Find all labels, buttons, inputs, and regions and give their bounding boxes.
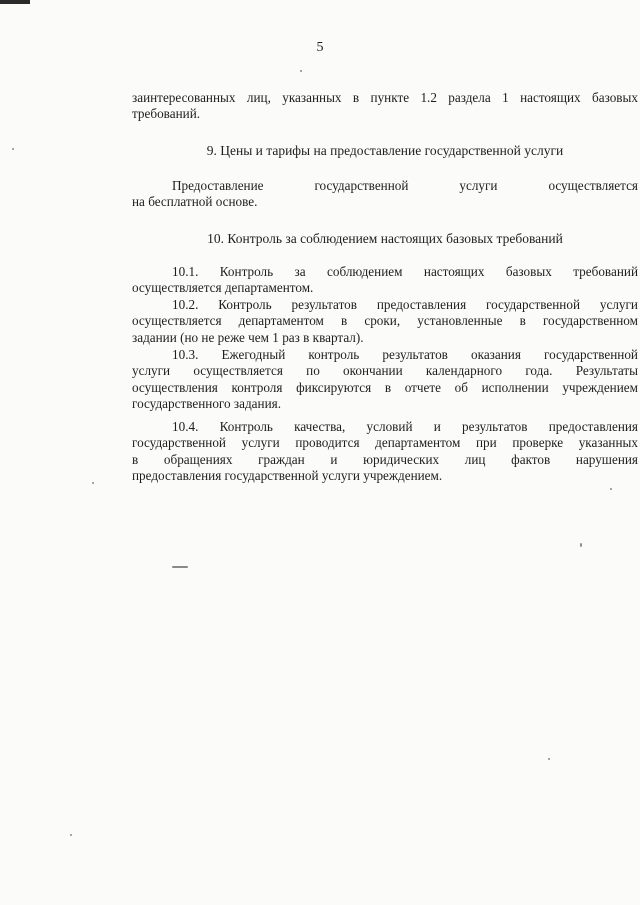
p1-line-1: 10.1. Контроль за соблюдением настоящих базовых требований [172,264,638,279]
section-10-paragraph-1 [132,264,638,297]
section-10-paragraph-2 [132,297,638,346]
p4-line-3: в обращениях граждан и юридических лиц фактов нарушения [132,451,638,467]
intro-paragraph [132,90,638,123]
intro-line-2: требований. [132,106,201,122]
section-9-paragraph [132,178,638,211]
p3-line-3: осуществления контроля фиксируются в отчете об исполнении учреждением [132,379,638,395]
intro-line-1: заинтересованных лиц, указанных в пункте 1.2 раздела 1 настоящих базовых [132,90,638,105]
section-9-line-1: Предоставление государственной услуги осуществляется [172,178,638,193]
p2-line-2: осуществляется департаментом в сроки, установленные в государственном [132,313,638,329]
p3-line-2: услуги осуществляется по окончании календарного года. Результаты [132,363,638,379]
scan-speck [12,148,14,150]
p4-line-4: предоставления государственной услуги учреждением. [132,468,443,484]
p2-line-1: 10.2. Контроль результатов предоставления государственной услуги [172,297,638,312]
section-10-paragraph-4 [132,419,638,485]
scan-speck [172,566,188,568]
scan-speck [70,834,72,836]
section-9-heading: 9. Цены и тарифы на предоставление государственной услуги [206,143,564,158]
section-9-line-2: на бесплатной основе. [132,194,258,210]
scan-speck [92,482,94,484]
section-10-paragraph-3 [132,347,638,413]
page-number: 5 [316,40,324,55]
p2-line-3: задании (но не реже чем 1 раз в квартал). [132,329,364,345]
scan-speck [548,758,550,760]
p1-line-2: осуществляется департаментом. [132,280,314,296]
section-10-heading: 10. Контроль за соблюдением настоящих базовых требований [207,231,563,246]
p3-line-4: государственного задания. [132,396,282,412]
scan-speck [300,70,302,72]
p4-line-2: государственной услуги проводится департаментом при проверке указанных [132,435,638,451]
scan-speck [580,543,582,547]
p3-line-1: 10.3. Ежегодный контроль результатов оказания государственной [172,347,638,362]
scan-edge-mark [0,0,30,4]
p4-line-1: 10.4. Контроль качества, условий и результатов предоставления [172,419,638,434]
scan-speck [610,488,612,490]
